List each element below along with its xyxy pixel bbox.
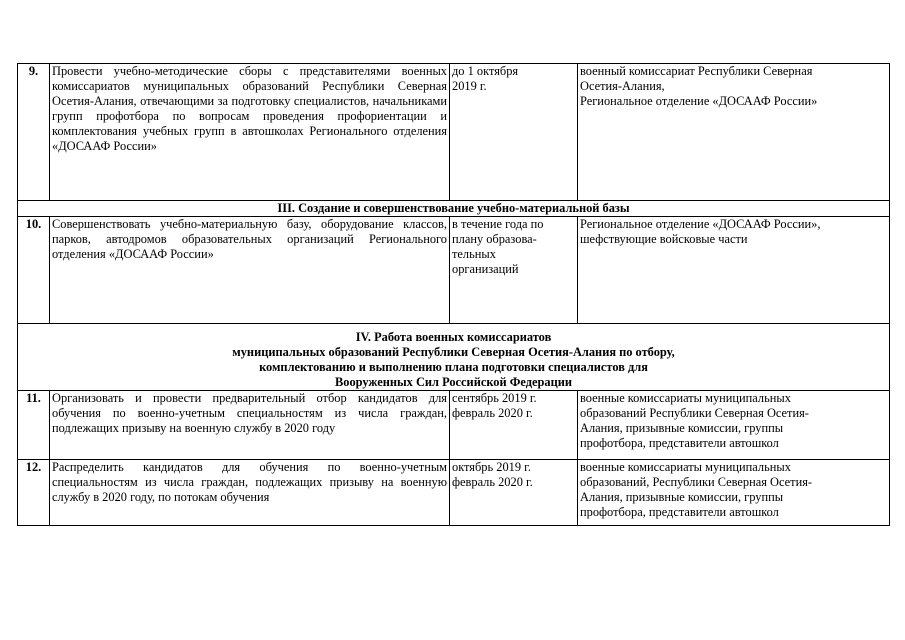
responsible-line: военные комиссариаты муниципальных [580,460,791,474]
responsible-line: военные комиссариаты муниципальных [580,391,791,405]
action-cell: Провести учебно-методические сборы с представителями военных комиссариатов муниципальных образований Республики Северная Осетия-Алания, отвечающими за подготовку специалистов, начальниками групп профотбора по вопросам проведения профориентации и комплектования учебных групп в автошколах Регионального отделения «ДОСААФ России» [50,64,450,201]
responsible-line: Региональное отделение «ДОСААФ России», [580,217,821,231]
responsible-line: профотбора, представители автошкол [580,505,779,519]
row-number: 11. [18,391,50,460]
row-number: 10. [18,217,50,324]
deadline-line: в течение года по [452,217,544,231]
section-row [18,324,890,391]
deadline-cell [450,217,578,324]
section-heading-line: IV. Работа военных комиссариатов [355,330,552,344]
row-number: 9. [18,64,50,201]
section-heading: III. Создание и совершенствование учебно-материальной базы [18,201,890,217]
responsible-line: шефствующие войсковые части [580,232,748,246]
deadline-line: февраль 2020 г. [452,475,533,489]
responsible-line: военный комиссариат Республики Северная [580,64,813,78]
responsible-cell [578,460,890,526]
section-row [18,201,890,217]
deadline-line: сентябрь 2019 г. [452,391,537,405]
responsible-line: Осетия-Алания, [580,79,665,93]
table-row [18,64,890,201]
section-heading-line: комплектованию и выполнению плана подготовки специалистов для [259,360,648,374]
table-row [18,460,890,526]
responsible-cell [578,64,890,201]
responsible-cell [578,391,890,460]
responsible-line: профотбора, представители автошкол [580,436,779,450]
responsible-line: Алания, призывные комиссии, группы [580,490,784,504]
deadline-cell [450,64,578,201]
action-cell: Организовать и провести предварительный отбор кандидатов для обучения по военно-учетным специальностям из числа граждан, подлежащих призыву на военную службу в 2020 году [50,391,450,460]
section-heading-line: Вооруженных Сил Российской Федерации [334,375,572,389]
responsible-cell [578,217,890,324]
responsible-line: образований Республики Северная Осетия- [580,406,809,420]
deadline-line: октябрь 2019 г. [452,460,531,474]
action-cell: Совершенствовать учебно-материальную базу, оборудование классов, парков, автодромов образовательных организаций Регионального отделения «ДОСААФ России» [50,217,450,324]
deadline-line: февраль 2020 г. [452,406,533,420]
deadline-line: организаций [452,262,519,276]
section-heading-line: муниципальных образований Республики Северная Осетия-Алания по отбору, [232,345,675,359]
deadline-line: плану образова- [452,232,537,246]
responsible-line: Алания, призывные комиссии, группы [580,421,784,435]
deadline-cell [450,460,578,526]
section-heading [18,324,890,391]
table-row [18,217,890,324]
responsible-line: образований, Республики Северная Осетия- [580,475,813,489]
row-number: 12. [18,460,50,526]
table-row [18,391,890,460]
deadline-line: тельных [452,247,496,261]
plan-table [17,63,890,526]
responsible-line: Региональное отделение «ДОСААФ России» [580,94,818,108]
deadline-line: 2019 г. [452,79,487,93]
deadline-line: до 1 октября [452,64,519,78]
deadline-cell [450,391,578,460]
action-cell: Распределить кандидатов для обучения по военно-учетным специальностям из числа граждан, подлежащих призыву на военную службу в 2020 году, по потокам обучения [50,460,450,526]
